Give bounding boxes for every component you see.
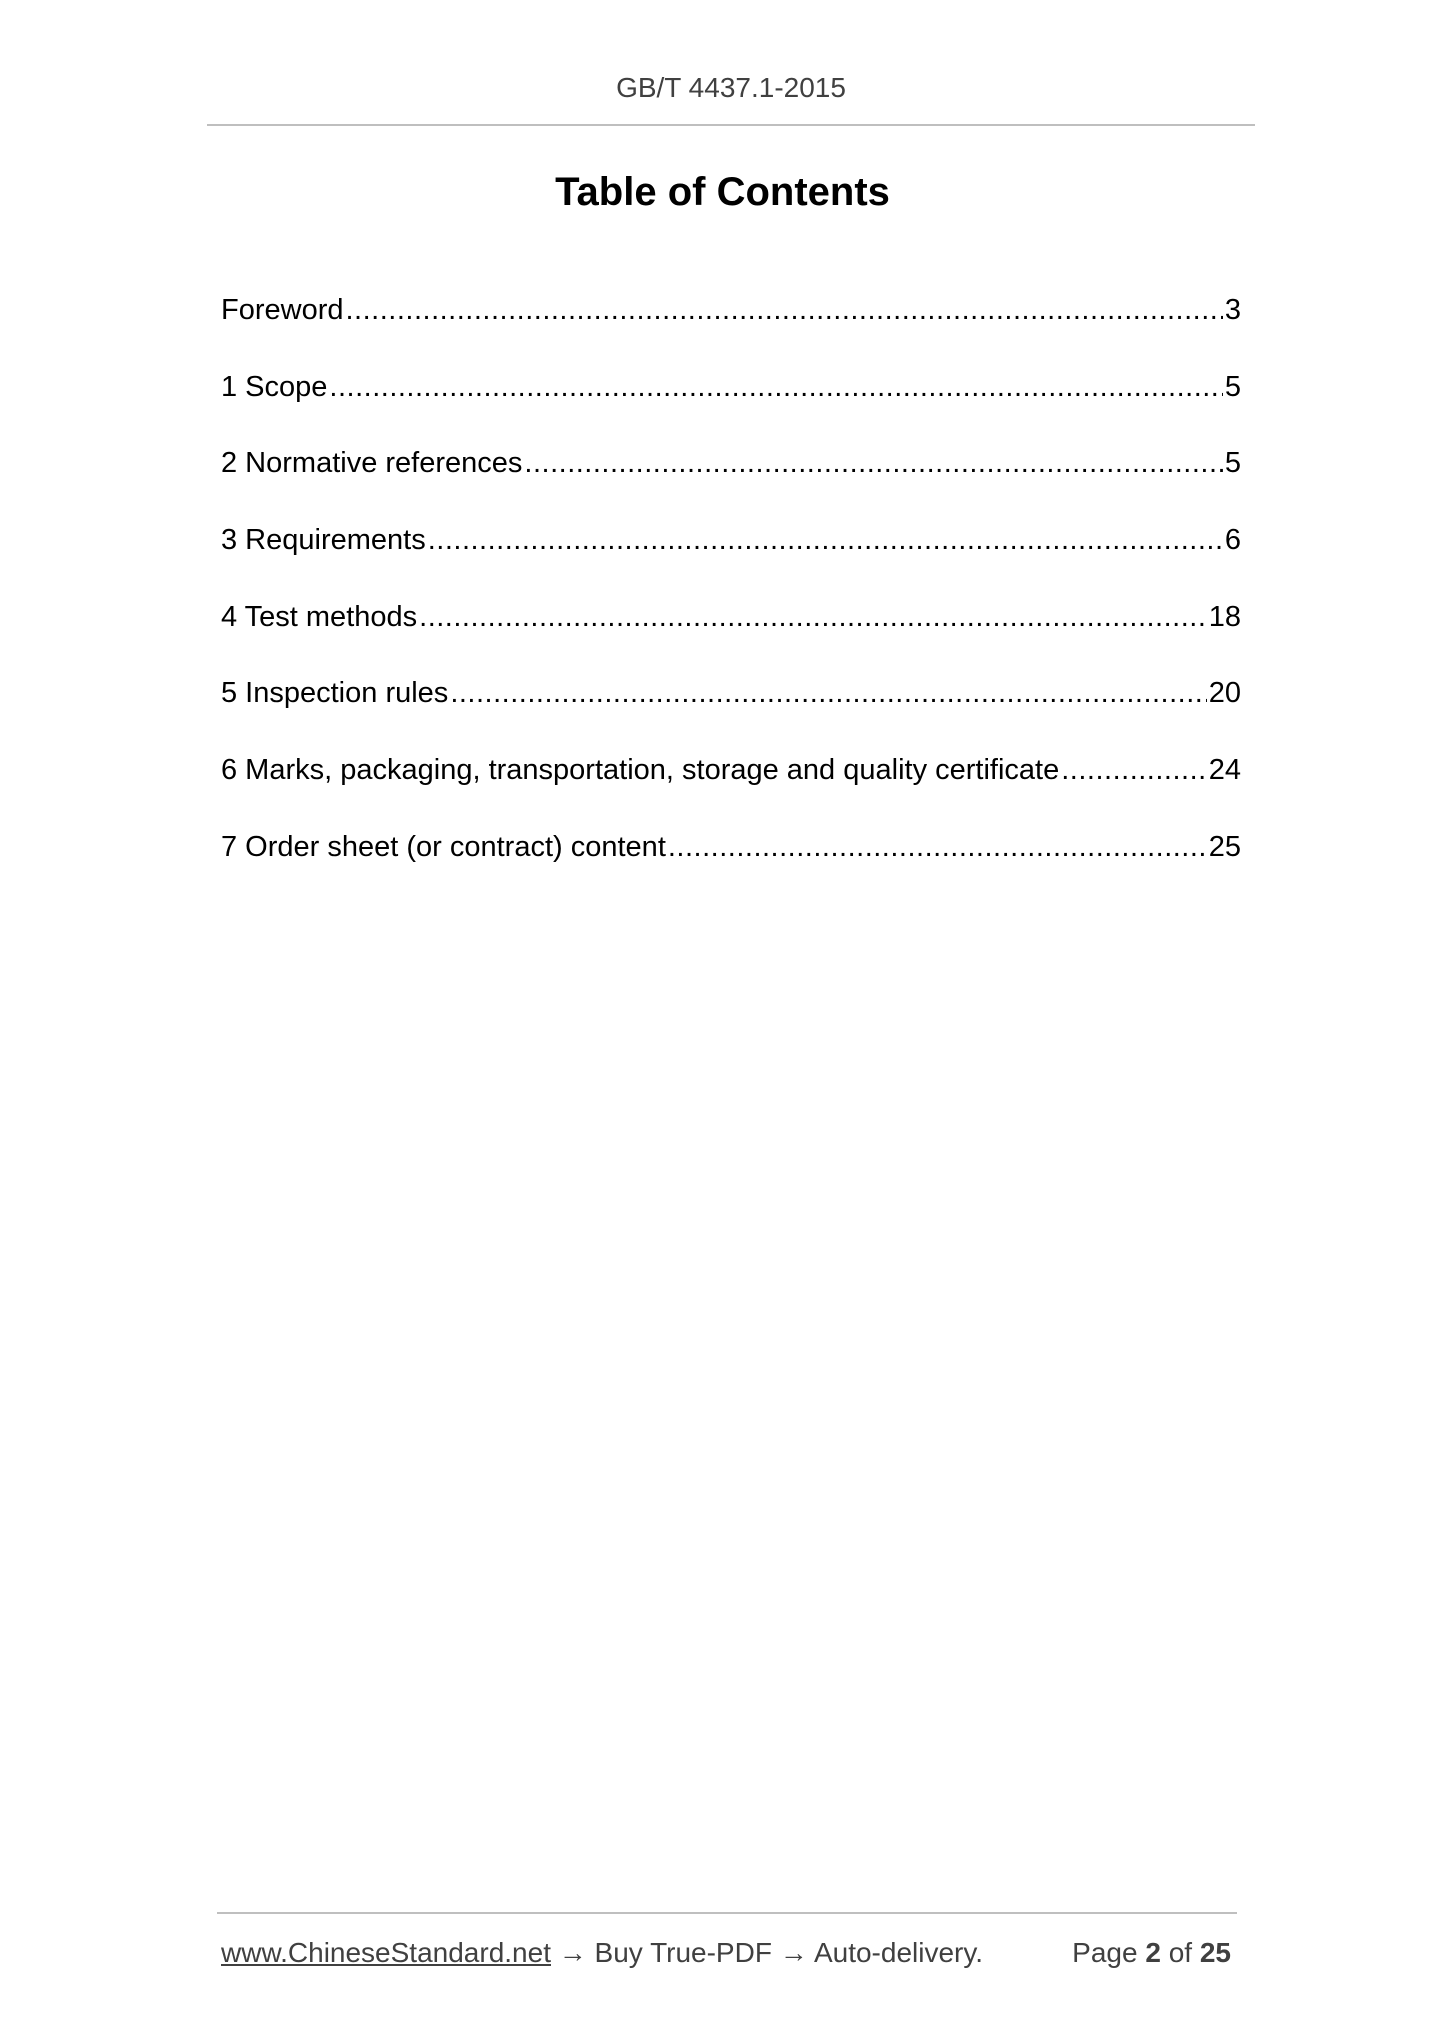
toc-entry-test-methods[interactable] xyxy=(221,597,1241,674)
arrow-right-icon: → xyxy=(779,1937,808,1968)
toc-title: Table of Contents xyxy=(555,170,890,214)
toc-entry-scope[interactable] xyxy=(221,367,1241,444)
toc-entry-page: 20 xyxy=(1208,677,1241,710)
toc-entry-normative-references[interactable] xyxy=(221,443,1241,520)
delivery-text: Auto-delivery. xyxy=(813,1937,984,1968)
toc-dot-leader xyxy=(419,597,1207,637)
page-total: 25 xyxy=(1199,1937,1231,1968)
toc-entry-label: 5 Inspection rules xyxy=(221,677,449,710)
toc-entry-marks-packaging[interactable] xyxy=(221,750,1241,827)
page-word: Page xyxy=(1072,1937,1138,1968)
of-word: of xyxy=(1168,1937,1193,1968)
toc-entry-requirements[interactable] xyxy=(221,520,1241,597)
toc-entry-label: 3 Requirements xyxy=(221,524,426,557)
table-of-contents xyxy=(221,290,1241,904)
toc-entry-page: 5 xyxy=(1224,370,1241,403)
toc-entry-page: 3 xyxy=(1224,294,1241,326)
toc-entry-label: 1 Scope xyxy=(221,370,328,403)
toc-entry-page: 5 xyxy=(1224,447,1241,480)
buy-text: Buy True-PDF xyxy=(594,1937,772,1968)
toc-entry-label: 4 Test methods xyxy=(221,600,418,633)
toc-entry-label: 7 Order sheet (or contract) content xyxy=(221,830,666,863)
toc-entry-page: 6 xyxy=(1224,524,1241,557)
page-current: 2 xyxy=(1145,1937,1161,1968)
document-id: GB/T 4437.1-2015 xyxy=(616,72,846,103)
toc-entry-page: 18 xyxy=(1208,600,1241,633)
toc-entry-foreword[interactable] xyxy=(221,290,1241,367)
page-number xyxy=(1072,1936,1231,1970)
toc-entry-page: 25 xyxy=(1208,830,1241,863)
site-link[interactable]: www.ChineseStandard.net xyxy=(221,1937,551,1968)
toc-dot-leader xyxy=(329,367,1222,407)
toc-dot-leader xyxy=(668,827,1207,867)
toc-dot-leader xyxy=(450,673,1206,713)
toc-entry-inspection-rules[interactable] xyxy=(221,673,1241,750)
toc-dot-leader xyxy=(1061,750,1207,790)
toc-entry-label: Foreword xyxy=(221,294,344,326)
toc-dot-leader xyxy=(346,290,1223,330)
page-header xyxy=(207,0,1255,126)
toc-entry-label: 2 Normative references xyxy=(221,447,523,480)
footer-promo xyxy=(221,1936,983,1970)
toc-dot-leader xyxy=(428,520,1223,560)
toc-dot-leader xyxy=(524,443,1222,483)
page-footer xyxy=(217,1912,1237,1994)
toc-entry-page: 24 xyxy=(1208,754,1241,787)
toc-entry-label: 6 Marks, packaging, transportation, storage and quality certificate xyxy=(221,754,1060,787)
toc-entry-order-sheet[interactable] xyxy=(221,827,1241,904)
arrow-right-icon: → xyxy=(558,1937,587,1968)
